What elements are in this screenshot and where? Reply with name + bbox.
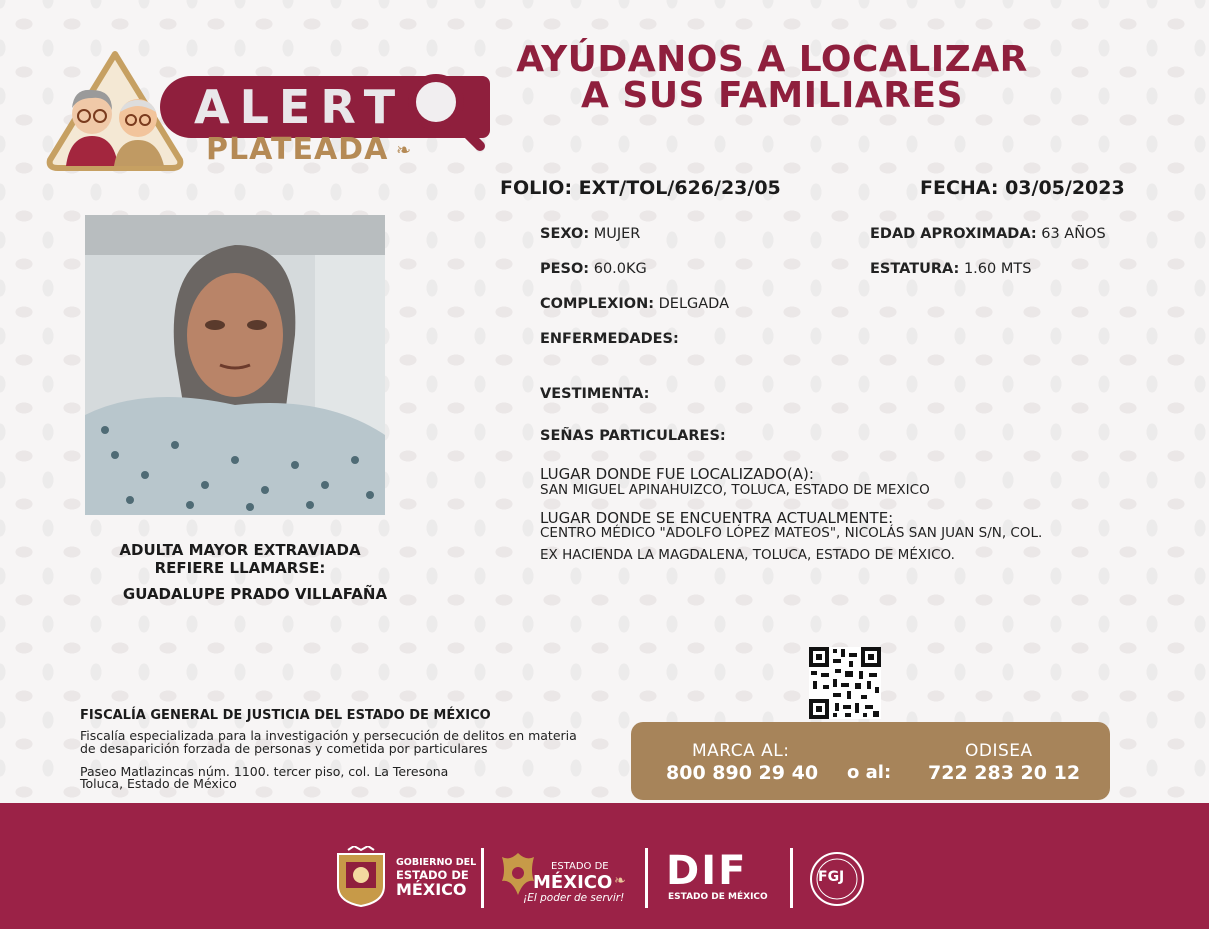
senas-field [540,428,726,444]
complexion-value: DELGADA [658,296,730,312]
edad-label: EDAD APROXIMADA: [870,226,1037,242]
footer-divider [790,848,793,908]
dif-word: DIF [666,848,748,894]
or-label: o al: [847,762,892,783]
enfermedades-label: ENFERMEDADES: [540,331,679,347]
alerta-plateada-logo [40,48,500,178]
sexo-field [540,226,640,242]
enfermedades-field [540,331,679,347]
caption-line2: REFIERE LLAMARSE: [154,559,326,577]
edomex-leaf-icon: ❧ [614,873,626,889]
person-photo [85,215,385,515]
person-name: GUADALUPE PRADO VILLAFAÑA [122,585,388,603]
state-coat-of-arms-icon [334,846,388,908]
fiscalia-title: FISCALÍA GENERAL DE JUSTICIA DEL ESTADO DE MÉXICO [80,708,491,723]
sexo-value: MUJER [593,226,641,242]
peso-value: 60.0KG [593,261,647,277]
peso-label: PESO: [540,261,590,277]
headline-line1: AYÚDANOS A LOCALIZAR [516,39,1028,80]
logo-word: ALERT [194,80,406,134]
lugar-localizado-label: LUGAR DONDE FUE LOCALIZADO(A): [540,465,814,483]
sexo-label: SEXO: [540,226,590,242]
magnifier-icon [400,66,490,156]
headline-line2: A SUS FAMILIARES [581,75,963,116]
estatura-value: 1.60 MTS [963,261,1032,277]
fgj-text: FGJ [818,869,845,885]
dif-sub: ESTADO DE MÉXICO [668,892,768,902]
caption-line1: ADULTA MAYOR EXTRAVIADA [119,541,361,559]
vestimenta-label: VESTIMENTA: [540,386,650,402]
peso-field [540,261,647,277]
edad-value: 63 AÑOS [1041,226,1106,242]
qr-code[interactable] [809,647,881,719]
phone-primary[interactable]: 800 890 29 40 [666,762,819,784]
lugar-localizado-value: SAN MIGUEL APINAHUIZCO, TOLUCA, ESTADO DE MEXICO [540,482,930,498]
fiscalia-desc-1: Fiscalía especializada para la investigación y persecución de delitos en materia [80,728,577,743]
headline [498,39,1046,116]
odisea-label: ODISEA [965,741,1033,761]
edad-field [870,226,1106,242]
folio: FOLIO: EXT/TOL/626/23/05 [500,177,781,199]
senas-label: SEÑAS PARTICULARES: [540,428,726,444]
footer-divider [645,848,648,908]
marca-label: MARCA AL: [692,741,790,761]
lugar-actual-value-2: EX HACIENDA LA MAGDALENA, TOLUCA, ESTADO DE MÉXICO. [540,547,955,563]
edomex-line2: MÉXICO [533,872,613,893]
edomex-line1: ESTADO DE [551,861,609,872]
edomex-slogan: ¡El poder de servir! [523,892,625,904]
complexion-field [540,296,729,312]
complexion-label: COMPLEXION: [540,296,655,312]
gob-line3: MÉXICO [396,880,467,899]
logo-sub: PLATEADA [206,132,389,167]
gob-line1: GOBIERNO DEL [396,857,477,868]
vestimenta-field [540,386,649,402]
footer-divider [481,848,484,908]
leaf-icon: ❧ [396,140,412,161]
phone-odisea[interactable]: 722 283 20 12 [928,762,1081,784]
fiscalia-addr-2: Toluca, Estado de México [80,776,237,791]
lugar-actual-value-1: CENTRO MÉDICO "ADOLFO LÓPEZ MATEOS", NICOLÁS SAN JUAN S/N, COL. [540,525,1043,541]
contact-box [631,722,1110,800]
edomex-emblem-icon [498,851,538,897]
fiscalia-addr-1: Paseo Matlazincas núm. 1100. tercer piso, col. La Teresona [80,764,449,779]
estatura-label: ESTATURA: [870,261,960,277]
fiscalia-desc-2: de desaparición forzada de personas y cometida por particulares [80,741,488,756]
gob-line2: ESTADO DE [396,868,469,882]
fecha: FECHA: 03/05/2023 [920,177,1125,199]
estatura-field [870,261,1031,277]
lugar-actual-label: LUGAR DONDE SE ENCUENTRA ACTUALMENTE: [540,509,894,527]
